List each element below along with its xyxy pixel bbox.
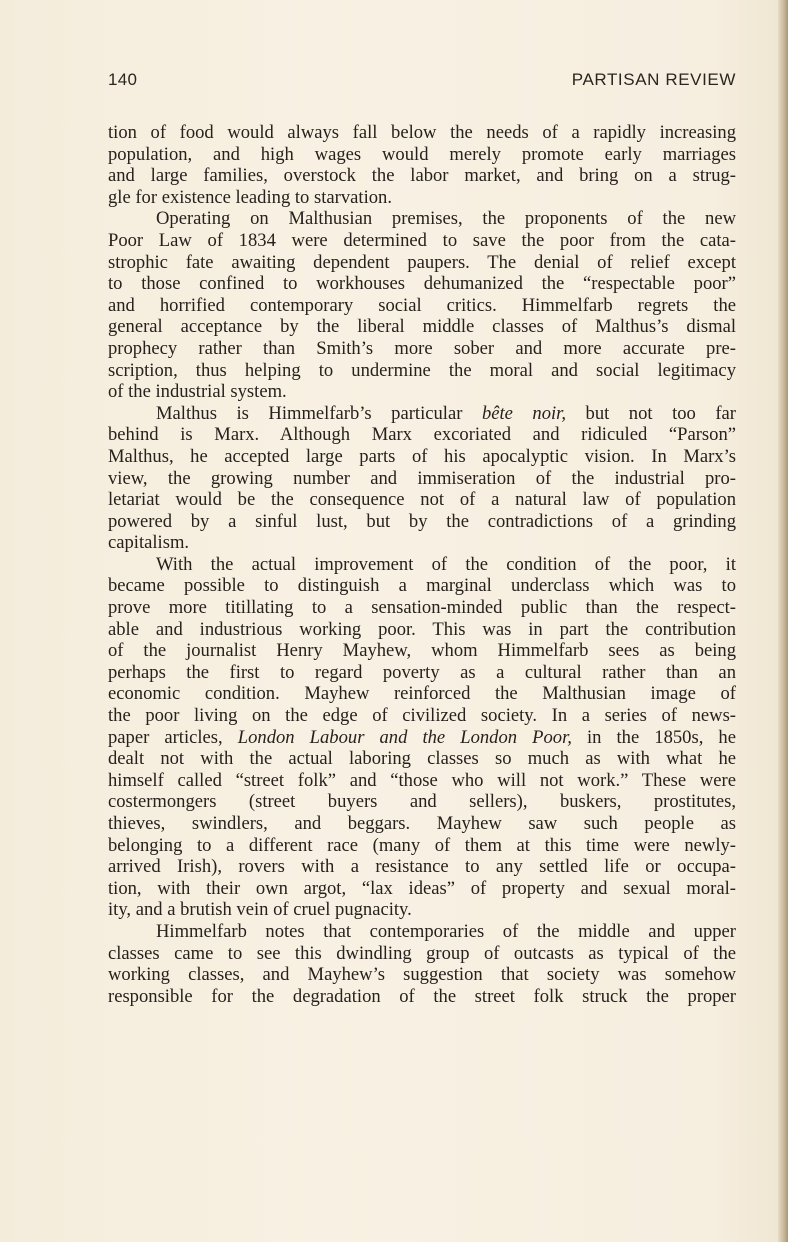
- text-line: [108, 165, 736, 187]
- text-run: population, and high wages would merely promote early marriages: [108, 143, 736, 165]
- text-run: With the actual improvement of the condition of the poor, it: [156, 553, 736, 575]
- text-line: [108, 532, 736, 554]
- text-line: [108, 856, 736, 878]
- text-line: [108, 640, 736, 662]
- text-run: dealt not with the actual laboring classes so much as with what he: [108, 748, 736, 770]
- page-edge-shadow: [778, 0, 788, 1242]
- text-line: [108, 748, 736, 770]
- text-line: [108, 424, 736, 446]
- text-run: Malthus is Himmelfarb’s particular: [156, 402, 482, 424]
- text-run: arrived Irish), rovers with a resistance to any settled life or occupa-: [108, 856, 736, 878]
- text-run: of the journalist Henry Mayhew, whom Himmelfarb sees as being: [108, 640, 736, 662]
- text-run: prove more titillating to a sensation-minded public than the respect-: [108, 597, 736, 619]
- text-line: [108, 683, 736, 705]
- text-run: Himmelfarb notes that contemporaries of the middle and upper: [156, 920, 736, 942]
- text-run: powered by a sinful lust, but by the contradictions of a grinding: [108, 510, 736, 532]
- text-line: [108, 252, 736, 274]
- text-line: [108, 899, 736, 921]
- text-line: [108, 964, 736, 986]
- text-run: economic condition. Mayhew reinforced the Malthusian image of: [108, 683, 736, 705]
- text-run: gle for existence leading to starvation.: [108, 186, 392, 208]
- text-run: working classes, and Mayhew’s suggestion that society was somehow: [108, 964, 736, 986]
- text-line: [108, 144, 736, 166]
- text-run: prophecy rather than Smith’s more sober and more accurate pre-: [108, 337, 736, 359]
- italic-text: London Labour and the London Poor,: [237, 726, 572, 748]
- text-line: [108, 295, 736, 317]
- text-run: but not too far: [566, 402, 736, 424]
- text-line: [108, 273, 736, 295]
- text-run: Operating on Malthusian premises, the proponents of the new: [156, 208, 736, 230]
- text-run: behind is Marx. Although Marx excoriated and ridiculed “Parson”: [108, 424, 736, 446]
- body-text: [108, 122, 736, 1007]
- text-run: capitalism.: [108, 532, 190, 554]
- text-run: belonging to a different race (many of them at this time were newly-: [108, 834, 736, 856]
- text-line: [108, 597, 736, 619]
- text-run: general acceptance by the liberal middle classes of Malthus’s dismal: [108, 316, 736, 338]
- text-run: of the industrial system.: [108, 381, 287, 403]
- text-run: perhaps the first to regard poverty as a cultural rather than an: [108, 661, 736, 683]
- text-line: [108, 835, 736, 857]
- text-run: became possible to distinguish a marginal underclass which was to: [108, 575, 736, 597]
- text-line: [108, 943, 736, 965]
- text-line: [108, 986, 736, 1008]
- text-line: [108, 122, 736, 144]
- text-run: letariat would be the consequence not of a natural law of population: [108, 489, 736, 511]
- text-run: responsible for the degradation of the street folk struck the proper: [108, 985, 736, 1007]
- page-header: [108, 70, 736, 96]
- text-line: [108, 446, 736, 468]
- text-line: [108, 338, 736, 360]
- text-run: ity, and a brutish vein of cruel pugnacity.: [108, 899, 412, 921]
- text-line: [108, 511, 736, 533]
- text-run: classes came to see this dwindling group of outcasts as typical of the: [108, 942, 736, 964]
- text-line: [108, 813, 736, 835]
- text-line: [108, 705, 736, 727]
- text-line: [108, 791, 736, 813]
- text-line: [108, 316, 736, 338]
- text-line: [108, 770, 736, 792]
- text-run: scription, thus helping to undermine the moral and social legitimacy: [108, 359, 736, 381]
- text-line: [108, 208, 736, 230]
- text-line: [108, 489, 736, 511]
- text-run: view, the growing number and immiseration of the industrial pro-: [108, 467, 736, 489]
- text-run: and large families, overstock the labor market, and bring on a strug-: [108, 165, 736, 187]
- text-line: [108, 360, 736, 382]
- text-run: himself called “street folk” and “those who will not work.” These were: [108, 769, 736, 791]
- running-head: PARTISAN REVIEW: [571, 70, 736, 89]
- text-run: Malthus, he accepted large parts of his apocalyptic vision. In Marx’s: [108, 445, 736, 467]
- text-line: [108, 230, 736, 252]
- text-line: [108, 727, 736, 749]
- text-line: [108, 468, 736, 490]
- text-run: tion of food would always fall below the needs of a rapidly increasing: [108, 122, 736, 143]
- text-run: costermongers (street buyers and sellers), buskers, prostitutes,: [108, 791, 736, 813]
- text-line: [108, 554, 736, 576]
- text-line: [108, 878, 736, 900]
- text-line: [108, 921, 736, 943]
- text-run: paper articles,: [108, 726, 238, 748]
- text-run: strophic fate awaiting dependent paupers. The denial of relief except: [108, 251, 736, 273]
- text-line: [108, 381, 736, 403]
- text-line: [108, 187, 736, 209]
- text-run: tion, with their own argot, “lax ideas” of property and sexual moral-: [108, 877, 736, 899]
- text-run: in the 1850s, he: [571, 726, 736, 748]
- text-run: Poor Law of 1834 were determined to save the poor from the cata-: [108, 229, 736, 251]
- italic-text: bête noir,: [481, 402, 567, 424]
- text-run: and horrified contemporary social critics. Himmelfarb regrets the: [108, 294, 736, 316]
- text-run: able and industrious working poor. This was in part the contribution: [108, 618, 736, 640]
- text-run: the poor living on the edge of civilized society. In a series of news-: [108, 705, 736, 727]
- page-number: 140: [108, 70, 138, 89]
- text-line: [108, 662, 736, 684]
- text-run: to those confined to workhouses dehumanized the “respectable poor”: [108, 273, 736, 295]
- text-line: [108, 619, 736, 641]
- text-line: [108, 403, 736, 425]
- text-run: thieves, swindlers, and beggars. Mayhew saw such people as: [108, 813, 736, 834]
- text-line: [108, 575, 736, 597]
